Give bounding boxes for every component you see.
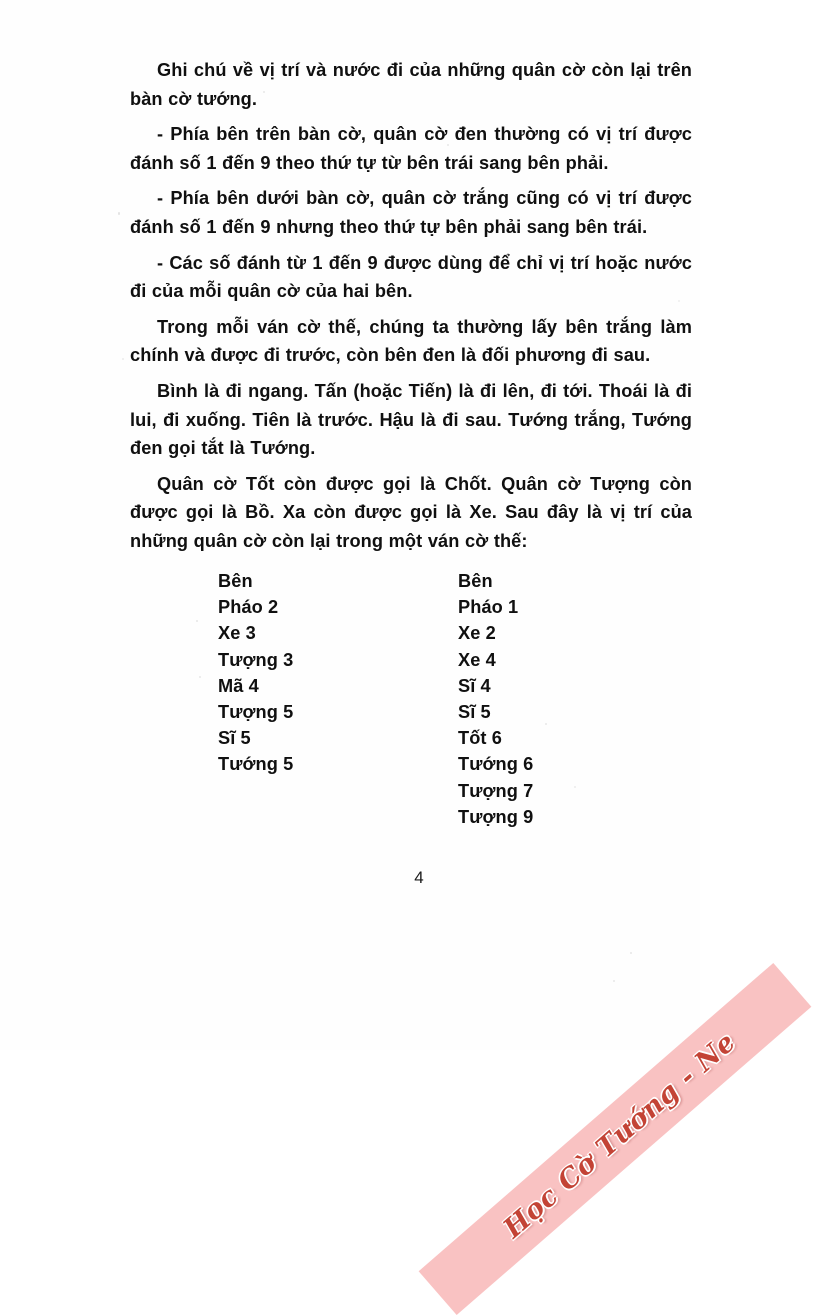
paragraph: - Phía bên trên bàn cờ, quân cờ đen thường có vị trí được đánh số 1 đến 9 theo thứ tự từ bên trái sang bên phải.	[130, 124, 692, 173]
paragraph: Quân cờ Tốt còn được gọi là Chốt. Quân cờ Tượng còn được gọi là Bồ. Xa còn được gọi là Xe. Sau đây là vị trí của những quân cờ còn lại trong một ván cờ thế:	[130, 473, 692, 551]
paragraph: - Phía bên dưới bàn cờ, quân cờ trắng cũng có vị trí được đánh số 1 đến 9 nhưng theo thứ tự bên phải sang bên trái.	[130, 188, 692, 237]
scan-speckle	[118, 212, 120, 215]
scan-speckle	[122, 358, 124, 360]
paragraph: - Các số đánh từ 1 đến 9 được dùng để chỉ vị trí hoặc nước đi của mỗi quân cờ của hai bên.	[130, 252, 692, 302]
list-item: Xe 2	[458, 623, 496, 644]
piece-position-list	[130, 568, 692, 848]
paragraph: Bình là đi ngang. Tấn (hoặc Tiến) là đi lên, đi tới. Thoái là đi lui, đi xuống. Tiên là trước. Hậu là đi sau. Tướng trắng, Tướng đen gọi tắt là Tướng.	[130, 380, 692, 459]
list-item: Bên	[218, 571, 253, 591]
watermark-banner	[419, 963, 812, 1315]
list-item: Pháo 2	[218, 597, 279, 618]
list-item: Xe 4	[458, 649, 496, 670]
list-item: Xe 3	[218, 623, 256, 644]
list-item: Tốt 6	[458, 728, 502, 749]
piece-list-right-column	[458, 568, 533, 830]
watermark-text: Học Cờ Tướng - Ne	[497, 1026, 742, 1245]
page-number: 4	[414, 868, 424, 887]
paragraph: Ghi chú về vị trí và nước đi của những quân cờ còn lại trên bàn cờ tướng.	[130, 60, 692, 109]
list-item: Tượng 9	[458, 806, 534, 827]
piece-list-left-column	[218, 568, 293, 778]
list-item: Tượng 5	[218, 702, 294, 723]
list-item: Sĩ 4	[458, 675, 491, 696]
list-item: Sĩ 5	[218, 728, 251, 749]
list-item: Tướng 5	[218, 754, 294, 775]
list-item: Sĩ 5	[458, 702, 491, 723]
list-item: Tượng 3	[218, 649, 294, 670]
scan-speckle	[613, 980, 615, 982]
list-item: Tượng 7	[458, 780, 534, 801]
body-text	[130, 56, 692, 556]
list-item: Mã 4	[218, 675, 259, 696]
scan-speckle	[630, 952, 632, 954]
list-item: Bên	[458, 571, 493, 591]
paragraph: Trong mỗi ván cờ thế, chúng ta thường lấy bên trắng làm chính và được đi trước, còn bên đen là đối phương đi sau.	[130, 316, 692, 366]
list-item: Pháo 1	[458, 597, 519, 618]
list-item: Tướng 6	[458, 754, 534, 775]
